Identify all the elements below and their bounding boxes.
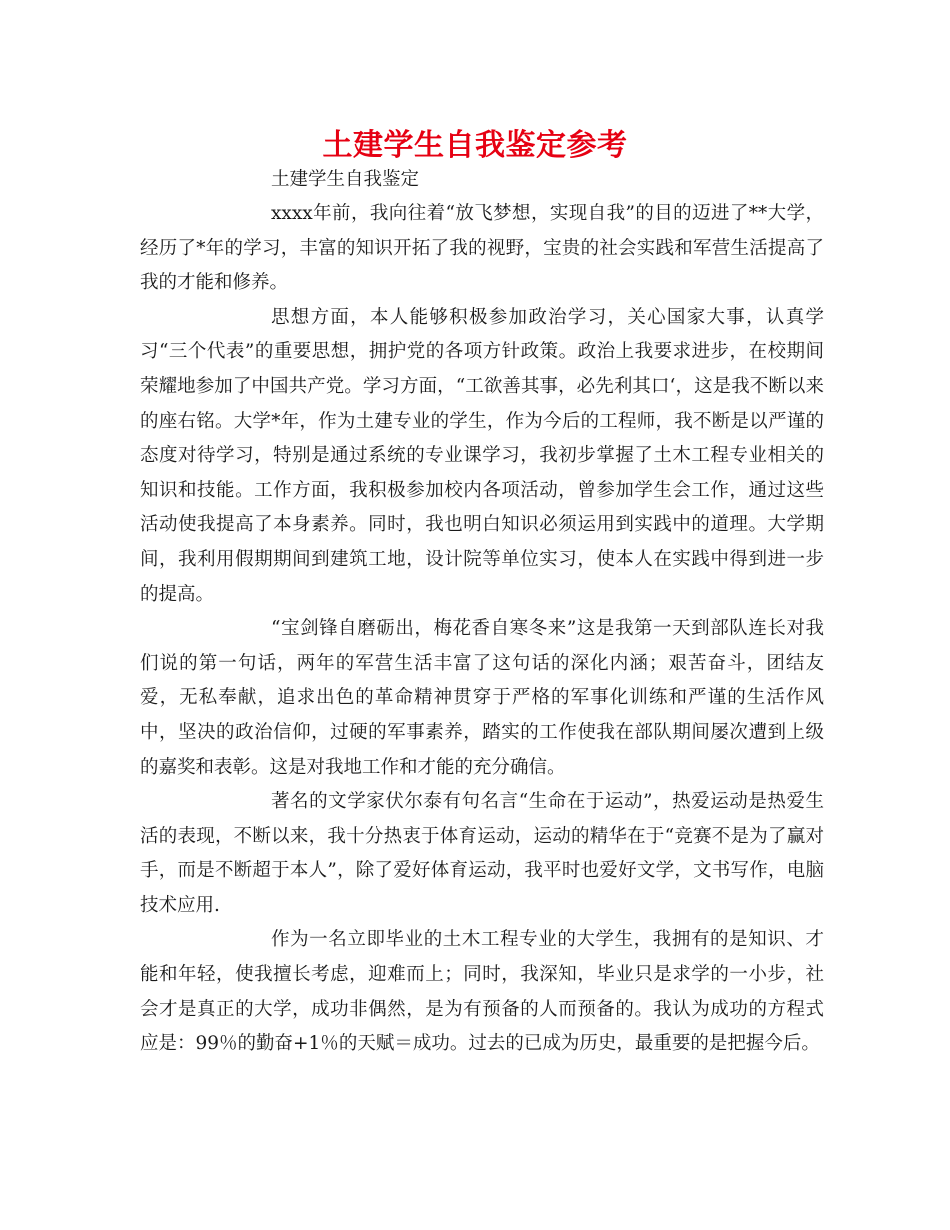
document-subtitle: 土建学生自我鉴定 xyxy=(271,169,420,190)
document-title: 土建学生自我鉴定参考 xyxy=(322,128,628,163)
paragraph-conclusion: 作为一名立即毕业的土木工程专业的大学生，我拥有的是知识、才能和年轻，使我擅长考虑，迎难而上；同时，我深知，毕业只是求学的一小步，社会才是真正的大学，成功非偶然，是为有预备的人而预备的。我认为成功的方程式应是：99％的勤奋+1％的天赋＝成功。过去的已成为历史，最重要的是把握今后。 xyxy=(140,929,824,1055)
paragraph-thought-study-work: 思想方面，本人能够积极参加政治学习，关心国家大事，认真学习“三个代表”的重要思想，拥护党的各项方针政策。政治上我要求进步，在校期间荣耀地参加了中国共产党。学习方面，“工欲善其事，必先利其口‘，这是我不断以来的座右铭。大学*年，作为土建专业的学生，作为今后的工程师，我不断是以严谨的态度对待学习，特别是通过系统的专业课学习，我初步掌握了土木工程专业相关的知识和技能。工作方面，我积极参加校内各项活动，曾参加学生会工作，通过这些活动使我提高了本身素养。同时，我也明白知识必须运用到实践中的道理。大学期间，我利用假期期间到建筑工地，设计院等单位实习，使本人在实践中得到进一步的提高。 xyxy=(140,306,824,605)
paragraph-intro: xxxx年前，我向往着“放飞梦想，实现自我”的目的迈进了**大学，经历了*年的学习，丰富的知识开拓了我的视野，宝贵的社会实践和军营生活提高了我的才能和修养。 xyxy=(140,203,824,294)
paragraph-military: “宝剑锋自磨砺出，梅花香自寒冬来”这是我第一天到部队连长对我们说的第一句话，两年的军营生活丰富了这句话的深化内涵；艰苦奋斗，团结友爱，无私奉献，追求出色的革命精神贯穿于严格的军事化训练和严谨的生活作风中，坚决的政治信仰，过硬的军事素养，踏实的工作使我在部队期间屡次遭到上级的嘉奖和表彰。这是对我地工作和才能的充分确信。 xyxy=(140,618,824,778)
document-body xyxy=(140,163,824,1062)
paragraph-sports-hobbies: 著名的文学家伏尔泰有句名言“生命在于运动”，热爱运动是热爱生活的表现，不断以来，我十分热衷于体育运动，运动的精华在于“竞赛不是为了赢对手，而是不断超于本人”，除了爱好体育运动，我平时也爱好文学，文书写作，电脑技术应用. xyxy=(140,791,824,916)
